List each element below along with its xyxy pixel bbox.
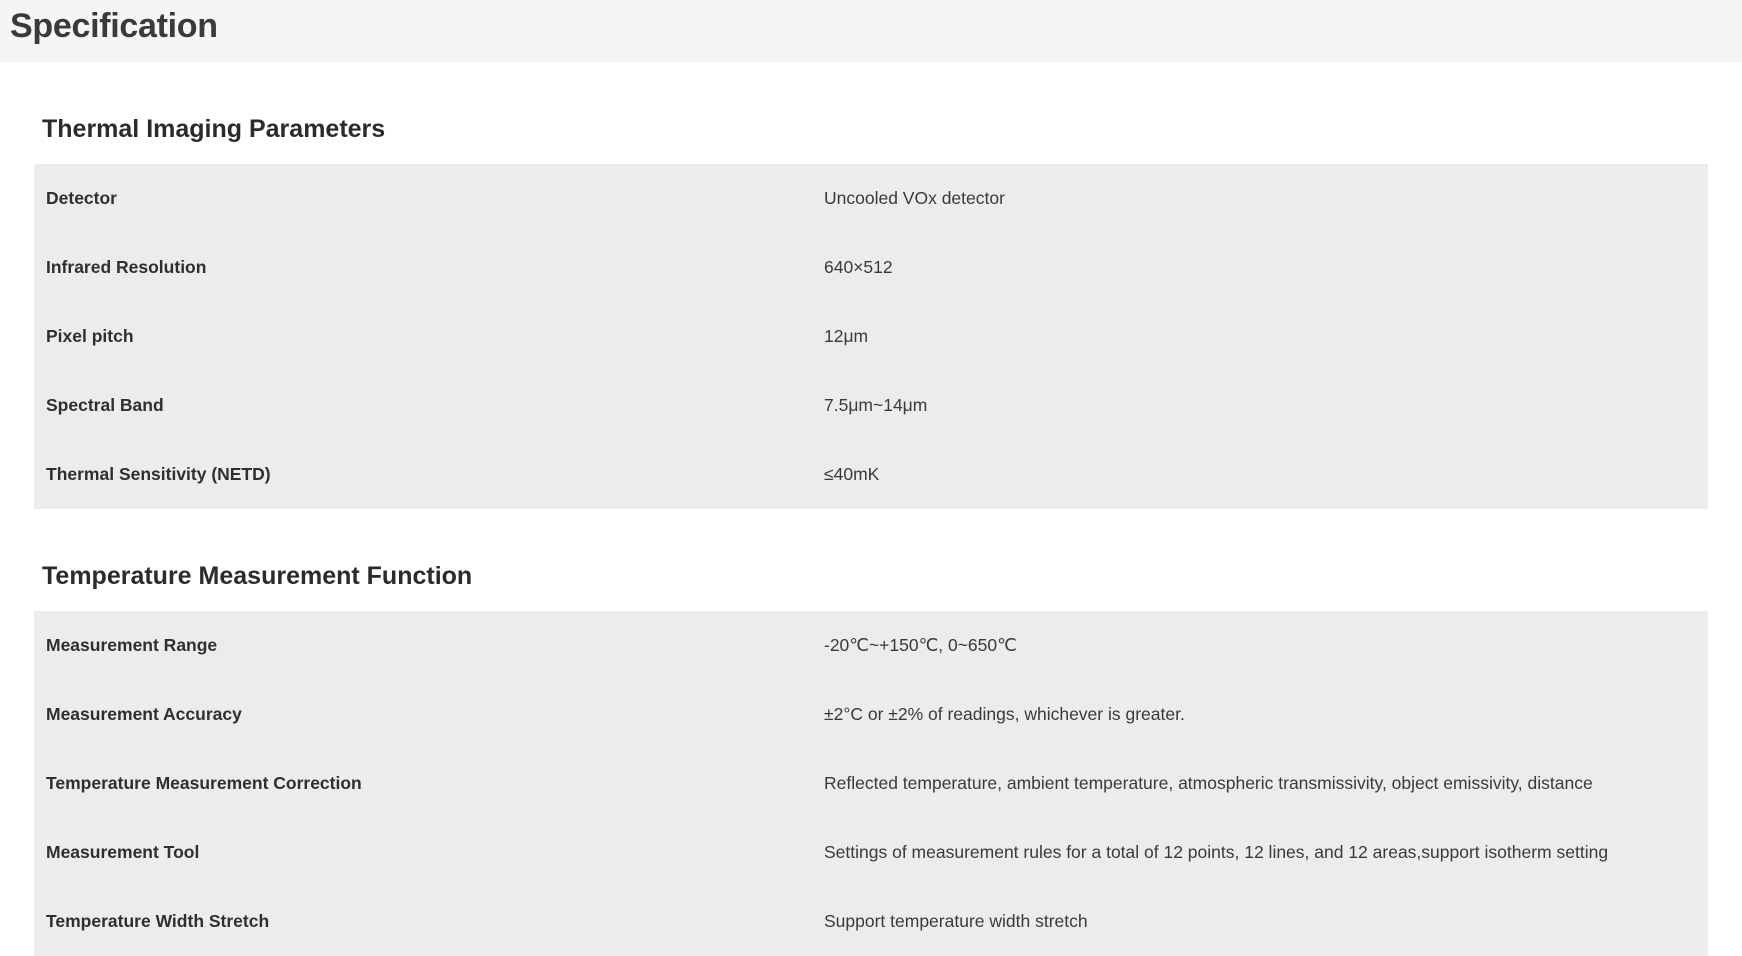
table-row (34, 611, 1708, 680)
spec-value: Reflected temperature, ambient temperature, atmospheric transmissivity, object emissivity, distance (824, 773, 1593, 793)
table-row (34, 680, 1708, 749)
spec-value: Support temperature width stretch (824, 911, 1088, 931)
section-thermal-imaging-parameters (34, 62, 1708, 509)
spec-label: Measurement Range (46, 635, 218, 655)
spec-label: Thermal Sensitivity (NETD) (46, 464, 271, 484)
spec-value: 12μm (824, 326, 869, 346)
spec-label: Measurement Tool (46, 842, 200, 862)
spec-label: Pixel pitch (46, 326, 134, 346)
section-temperature-measurement-function (34, 509, 1708, 956)
page-header (0, 0, 1742, 62)
spec-value: 7.5μm~14μm (824, 395, 928, 415)
spec-table-temperature-measurement-function (34, 611, 1708, 956)
spec-label: Temperature Width Stretch (46, 911, 270, 931)
table-row (34, 233, 1708, 302)
spec-label: Spectral Band (46, 395, 164, 415)
spec-table-thermal-imaging-parameters (34, 164, 1708, 509)
spec-value: ≤40mK (824, 464, 880, 484)
section-title: Temperature Measurement Function (42, 562, 473, 590)
table-row (34, 371, 1708, 440)
spec-value: -20℃~+150℃, 0~650℃ (824, 635, 1017, 655)
spec-label: Infrared Resolution (46, 257, 207, 277)
spec-value: 640×512 (824, 257, 893, 277)
section-title: Thermal Imaging Parameters (42, 115, 386, 143)
table-row (34, 818, 1708, 887)
table-row (34, 749, 1708, 818)
spec-label: Temperature Measurement Correction (46, 773, 362, 793)
spec-label: Detector (46, 188, 117, 208)
spec-label: Measurement Accuracy (46, 704, 242, 724)
table-row (34, 440, 1708, 509)
table-row (34, 302, 1708, 371)
spec-value: Uncooled VOx detector (824, 188, 1005, 208)
specification-content (0, 62, 1742, 956)
page-title: Specification (10, 7, 218, 45)
table-row (34, 164, 1708, 233)
spec-value: Settings of measurement rules for a total of 12 points, 12 lines, and 12 areas,support isotherm setting (824, 842, 1609, 862)
table-row (34, 887, 1708, 956)
spec-value: ±2°C or ±2% of readings, whichever is greater. (824, 704, 1185, 724)
